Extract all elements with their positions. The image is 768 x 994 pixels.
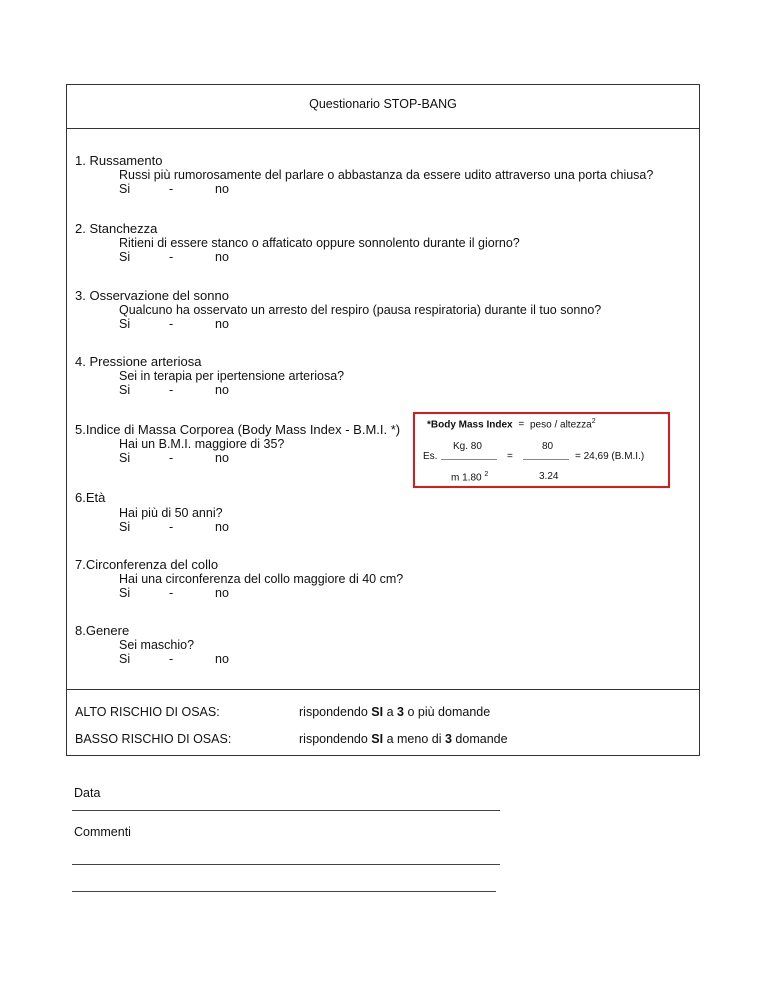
answer-separator: - bbox=[169, 317, 174, 331]
date-line[interactable] bbox=[72, 810, 500, 811]
question-heading: 8.Genere bbox=[75, 623, 130, 638]
answer-no[interactable]: no bbox=[215, 586, 229, 600]
comments-line-1[interactable] bbox=[72, 864, 500, 865]
comments-label: Commenti bbox=[74, 825, 131, 839]
question-text: Ritieni di essere stanco o affaticato oppure sonnolento durante il giorno? bbox=[119, 236, 520, 250]
question-8 bbox=[75, 624, 229, 666]
bmi-numerator-1: Kg. 80 bbox=[453, 441, 482, 452]
question-text: Sei maschio? bbox=[119, 638, 195, 652]
question-text: Russi più rumorosamente del parlare o abbastanza da essere udito attraverso una porta chiusa? bbox=[119, 168, 654, 182]
question-3 bbox=[75, 289, 601, 331]
question-1 bbox=[75, 154, 653, 196]
answer-yes[interactable]: Si bbox=[119, 451, 131, 465]
bmi-fraction-bar-2 bbox=[523, 459, 569, 460]
bmi-result: = 24,69 (B.M.I.) bbox=[575, 451, 645, 462]
answer-no[interactable]: no bbox=[215, 317, 229, 331]
answer-yes[interactable]: Si bbox=[119, 652, 131, 666]
bmi-equals: = bbox=[518, 419, 525, 431]
question-heading: 7.Circonferenza del collo bbox=[75, 557, 219, 572]
answer-separator: - bbox=[169, 586, 174, 600]
question-text: Hai più di 50 anni? bbox=[119, 506, 223, 520]
answer-no[interactable]: no bbox=[215, 652, 229, 666]
title-divider bbox=[67, 128, 699, 129]
question-text: Sei in terapia per ipertensione arteriosa? bbox=[119, 369, 345, 383]
high-risk-criteria: rispondendo SI a 3 o più domande bbox=[299, 705, 491, 719]
question-heading: 3. Osservazione del sonno bbox=[75, 288, 229, 303]
answer-no[interactable]: no bbox=[215, 182, 229, 196]
bmi-numerator-2: 80 bbox=[542, 441, 554, 452]
question-text: Hai una circonferenza del collo maggiore di 40 cm? bbox=[119, 572, 404, 586]
question-2 bbox=[75, 222, 520, 264]
comments-line-2[interactable] bbox=[72, 891, 496, 892]
answer-yes[interactable]: Si bbox=[119, 250, 131, 264]
answer-separator: - bbox=[169, 182, 174, 196]
answer-separator: - bbox=[169, 383, 174, 397]
answer-options bbox=[119, 383, 344, 397]
question-text: Hai un B.M.I. maggiore di 35? bbox=[119, 437, 285, 451]
bmi-denominator-2: 3.24 bbox=[539, 471, 559, 482]
answer-no[interactable]: no bbox=[215, 383, 229, 397]
answer-yes[interactable]: Si bbox=[119, 586, 131, 600]
answer-options bbox=[119, 182, 653, 196]
answer-yes[interactable]: Si bbox=[119, 182, 131, 196]
answer-no[interactable]: no bbox=[215, 250, 229, 264]
question-heading: 4. Pressione arteriosa bbox=[75, 354, 202, 369]
bmi-label: *Body Mass Index bbox=[427, 419, 513, 431]
bmi-info-box bbox=[413, 412, 670, 488]
bmi-denominator-1: m 1.80 $^2$ bbox=[451, 471, 489, 484]
answer-options bbox=[119, 451, 400, 465]
answer-no[interactable]: no bbox=[215, 520, 229, 534]
high-risk-label: ALTO RISCHIO DI OSAS: bbox=[75, 705, 220, 719]
answer-yes[interactable]: Si bbox=[119, 317, 131, 331]
answer-yes[interactable]: Si bbox=[119, 520, 131, 534]
answer-options bbox=[119, 586, 403, 600]
answer-options bbox=[119, 250, 520, 264]
answer-options bbox=[119, 520, 229, 534]
question-heading: 5.Indice di Massa Corporea (Body Mass Index - B.M.I. *) bbox=[75, 422, 401, 437]
answer-separator: - bbox=[169, 652, 174, 666]
question-6 bbox=[75, 491, 229, 534]
answer-separator: - bbox=[169, 250, 174, 264]
answer-separator: - bbox=[169, 520, 174, 534]
questionnaire-title: Questionario STOP-BANG bbox=[309, 97, 457, 111]
bmi-fraction-bar-1 bbox=[441, 459, 497, 460]
answer-yes[interactable]: Si bbox=[119, 383, 131, 397]
bmi-example-label: Es. bbox=[423, 451, 438, 462]
question-heading: 1. Russamento bbox=[75, 153, 163, 168]
question-4 bbox=[75, 355, 344, 397]
question-text: Qualcuno ha osservato un arresto del respiro (pausa respiratoria) durante il tuo sonno? bbox=[119, 303, 602, 317]
questionnaire-frame bbox=[66, 84, 700, 756]
bmi-formula: peso / altezza bbox=[530, 419, 592, 431]
question-heading: 6.Età bbox=[75, 490, 106, 505]
question-5 bbox=[75, 423, 400, 465]
low-risk-criteria: rispondendo SI a meno di 3 domande bbox=[299, 732, 508, 746]
low-risk-label: BASSO RISCHIO DI OSAS: bbox=[75, 732, 232, 746]
bmi-equals-2: = bbox=[507, 451, 513, 462]
date-label: Data bbox=[74, 786, 101, 800]
question-heading: 2. Stanchezza bbox=[75, 221, 158, 236]
bmi-formula-line bbox=[427, 418, 596, 430]
answer-options bbox=[119, 652, 229, 666]
answer-no[interactable]: no bbox=[215, 451, 229, 465]
answer-options bbox=[119, 317, 601, 331]
answer-separator: - bbox=[169, 451, 174, 465]
risk-divider bbox=[67, 689, 699, 690]
bmi-formula-exponent: 2 bbox=[591, 418, 596, 425]
question-7 bbox=[75, 558, 403, 600]
